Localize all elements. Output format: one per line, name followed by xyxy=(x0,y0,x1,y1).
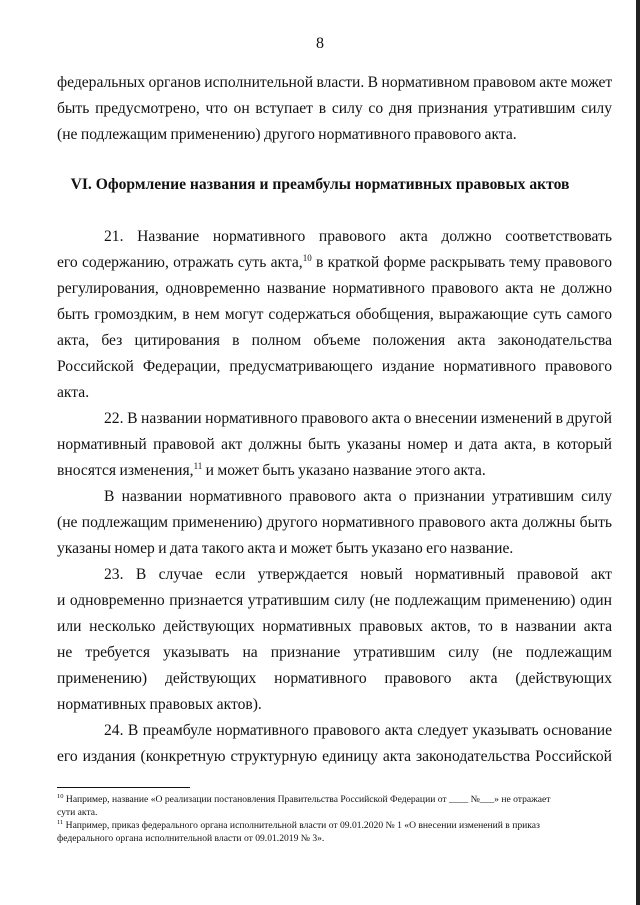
text-line xyxy=(104,721,612,741)
text-segment: быть громоздким, в нем могут содержаться обобщения, выражающие суть самого xyxy=(57,306,612,323)
text-line xyxy=(57,539,612,559)
footnote-ref: 11 xyxy=(193,460,203,471)
footnote-line: сути акта. xyxy=(57,807,98,818)
text-segment: его содержанию, отражать суть акта, xyxy=(57,254,303,271)
text-segment: нормативный правовой акт должны быть указаны номер и дата акта, в который xyxy=(57,436,612,453)
text-line xyxy=(57,695,612,715)
text-line xyxy=(57,747,612,767)
text-segment: 21. Название нормативного правового акта должно соответствовать xyxy=(104,228,612,245)
text-line xyxy=(57,383,612,403)
text-line xyxy=(57,331,612,351)
footnote-number: 10 xyxy=(57,792,64,800)
text-segment: его издания (конкретную структурную единицу акта законодательства Российской xyxy=(57,748,612,765)
text-segment: 22. В названии нормативного правового акта о внесении изменений в другой xyxy=(104,410,612,427)
text-segment: регулирования, одновременно название нормативного правового акта не должно xyxy=(57,280,612,297)
text-segment: Российской Федерации, предусматривающего издание нормативного правового xyxy=(57,358,612,375)
footnote-line: федерального органа исполнительной власти от 09.01.2019 № 3». xyxy=(57,833,325,844)
footnote-line: $^{11}$ Например, приказ федерального органа исполнительной власти от 09.01.2020 № 1 «О внесении изменений в приказ xyxy=(57,818,540,831)
text-line xyxy=(104,565,612,585)
text-line xyxy=(57,435,612,455)
text-line xyxy=(57,513,612,533)
text-line xyxy=(57,73,612,93)
text-segment: нормативных правовых актов). xyxy=(57,696,262,713)
text-line xyxy=(57,643,612,663)
section-heading: VI. Оформление названия и преамбулы нормативных правовых актов xyxy=(70,176,570,193)
text-segment: применению) действующих нормативного правового акта (действующих xyxy=(57,670,612,687)
text-segment: акта, без цитирования в полном объеме положения акта законодательства xyxy=(57,332,612,349)
text-line xyxy=(57,125,612,145)
text-segment: указаны номер и дата такого акта и может быть указано его название. xyxy=(57,540,514,557)
text-line xyxy=(57,99,612,119)
footnote-number: 11 xyxy=(57,818,64,826)
text-segment: или несколько действующих нормативных правовых актов, то в названии акта xyxy=(57,618,612,635)
text-segment: 23. В случае если утверждается новый нормативный правовой акт xyxy=(104,566,612,583)
text-line: его содержанию, отражать суть акта,$^{10}$ в краткой форме раскрывать тему правового xyxy=(57,252,612,271)
page-number: 8 xyxy=(316,35,324,52)
text-segment: быть предусмотрено, что он вступает в силу со дня признания утратившим силу xyxy=(57,100,612,117)
text-line xyxy=(57,279,612,299)
text-segment: и одновременно признается утратившим силу (не подлежащим применению) один xyxy=(57,592,612,609)
text-line xyxy=(104,487,612,507)
text-segment: (не подлежащим применению) другого нормативного правового акта. xyxy=(57,126,517,143)
text-line xyxy=(57,591,612,611)
text-segment: акта. xyxy=(57,384,90,401)
scan-edge xyxy=(636,0,640,905)
footnote-line: $^{10}$ Например, название «О реализации постановления Правительства Российской Федерации от ____ №___» не отражает xyxy=(57,792,551,805)
text-line xyxy=(104,227,612,247)
text-line xyxy=(57,669,612,689)
text-segment: вносятся изменения, xyxy=(57,462,194,479)
text-segment: (не подлежащим применению) другого нормативного правового акта должны быть xyxy=(57,514,612,531)
footnote-separator xyxy=(57,787,190,788)
text-segment: 24. В преамбуле нормативного правового акта следует указывать основание xyxy=(104,722,612,739)
text-line xyxy=(57,357,612,377)
text-segment: не требуется указывать на признание утратившим силу (не подлежащим xyxy=(57,644,612,661)
text-line xyxy=(57,305,612,325)
footnote-ref: 10 xyxy=(302,252,312,263)
text-line xyxy=(104,409,612,429)
text-segment: В названии нормативного правового акта о признании утратившим силу xyxy=(104,488,612,505)
text-line: вносятся изменения,$^{11}$ и может быть указано название этого акта. xyxy=(57,460,486,479)
text-segment: федеральных органов исполнительной власти. В нормативном правовом акте может xyxy=(57,74,613,91)
text-line xyxy=(57,617,612,637)
